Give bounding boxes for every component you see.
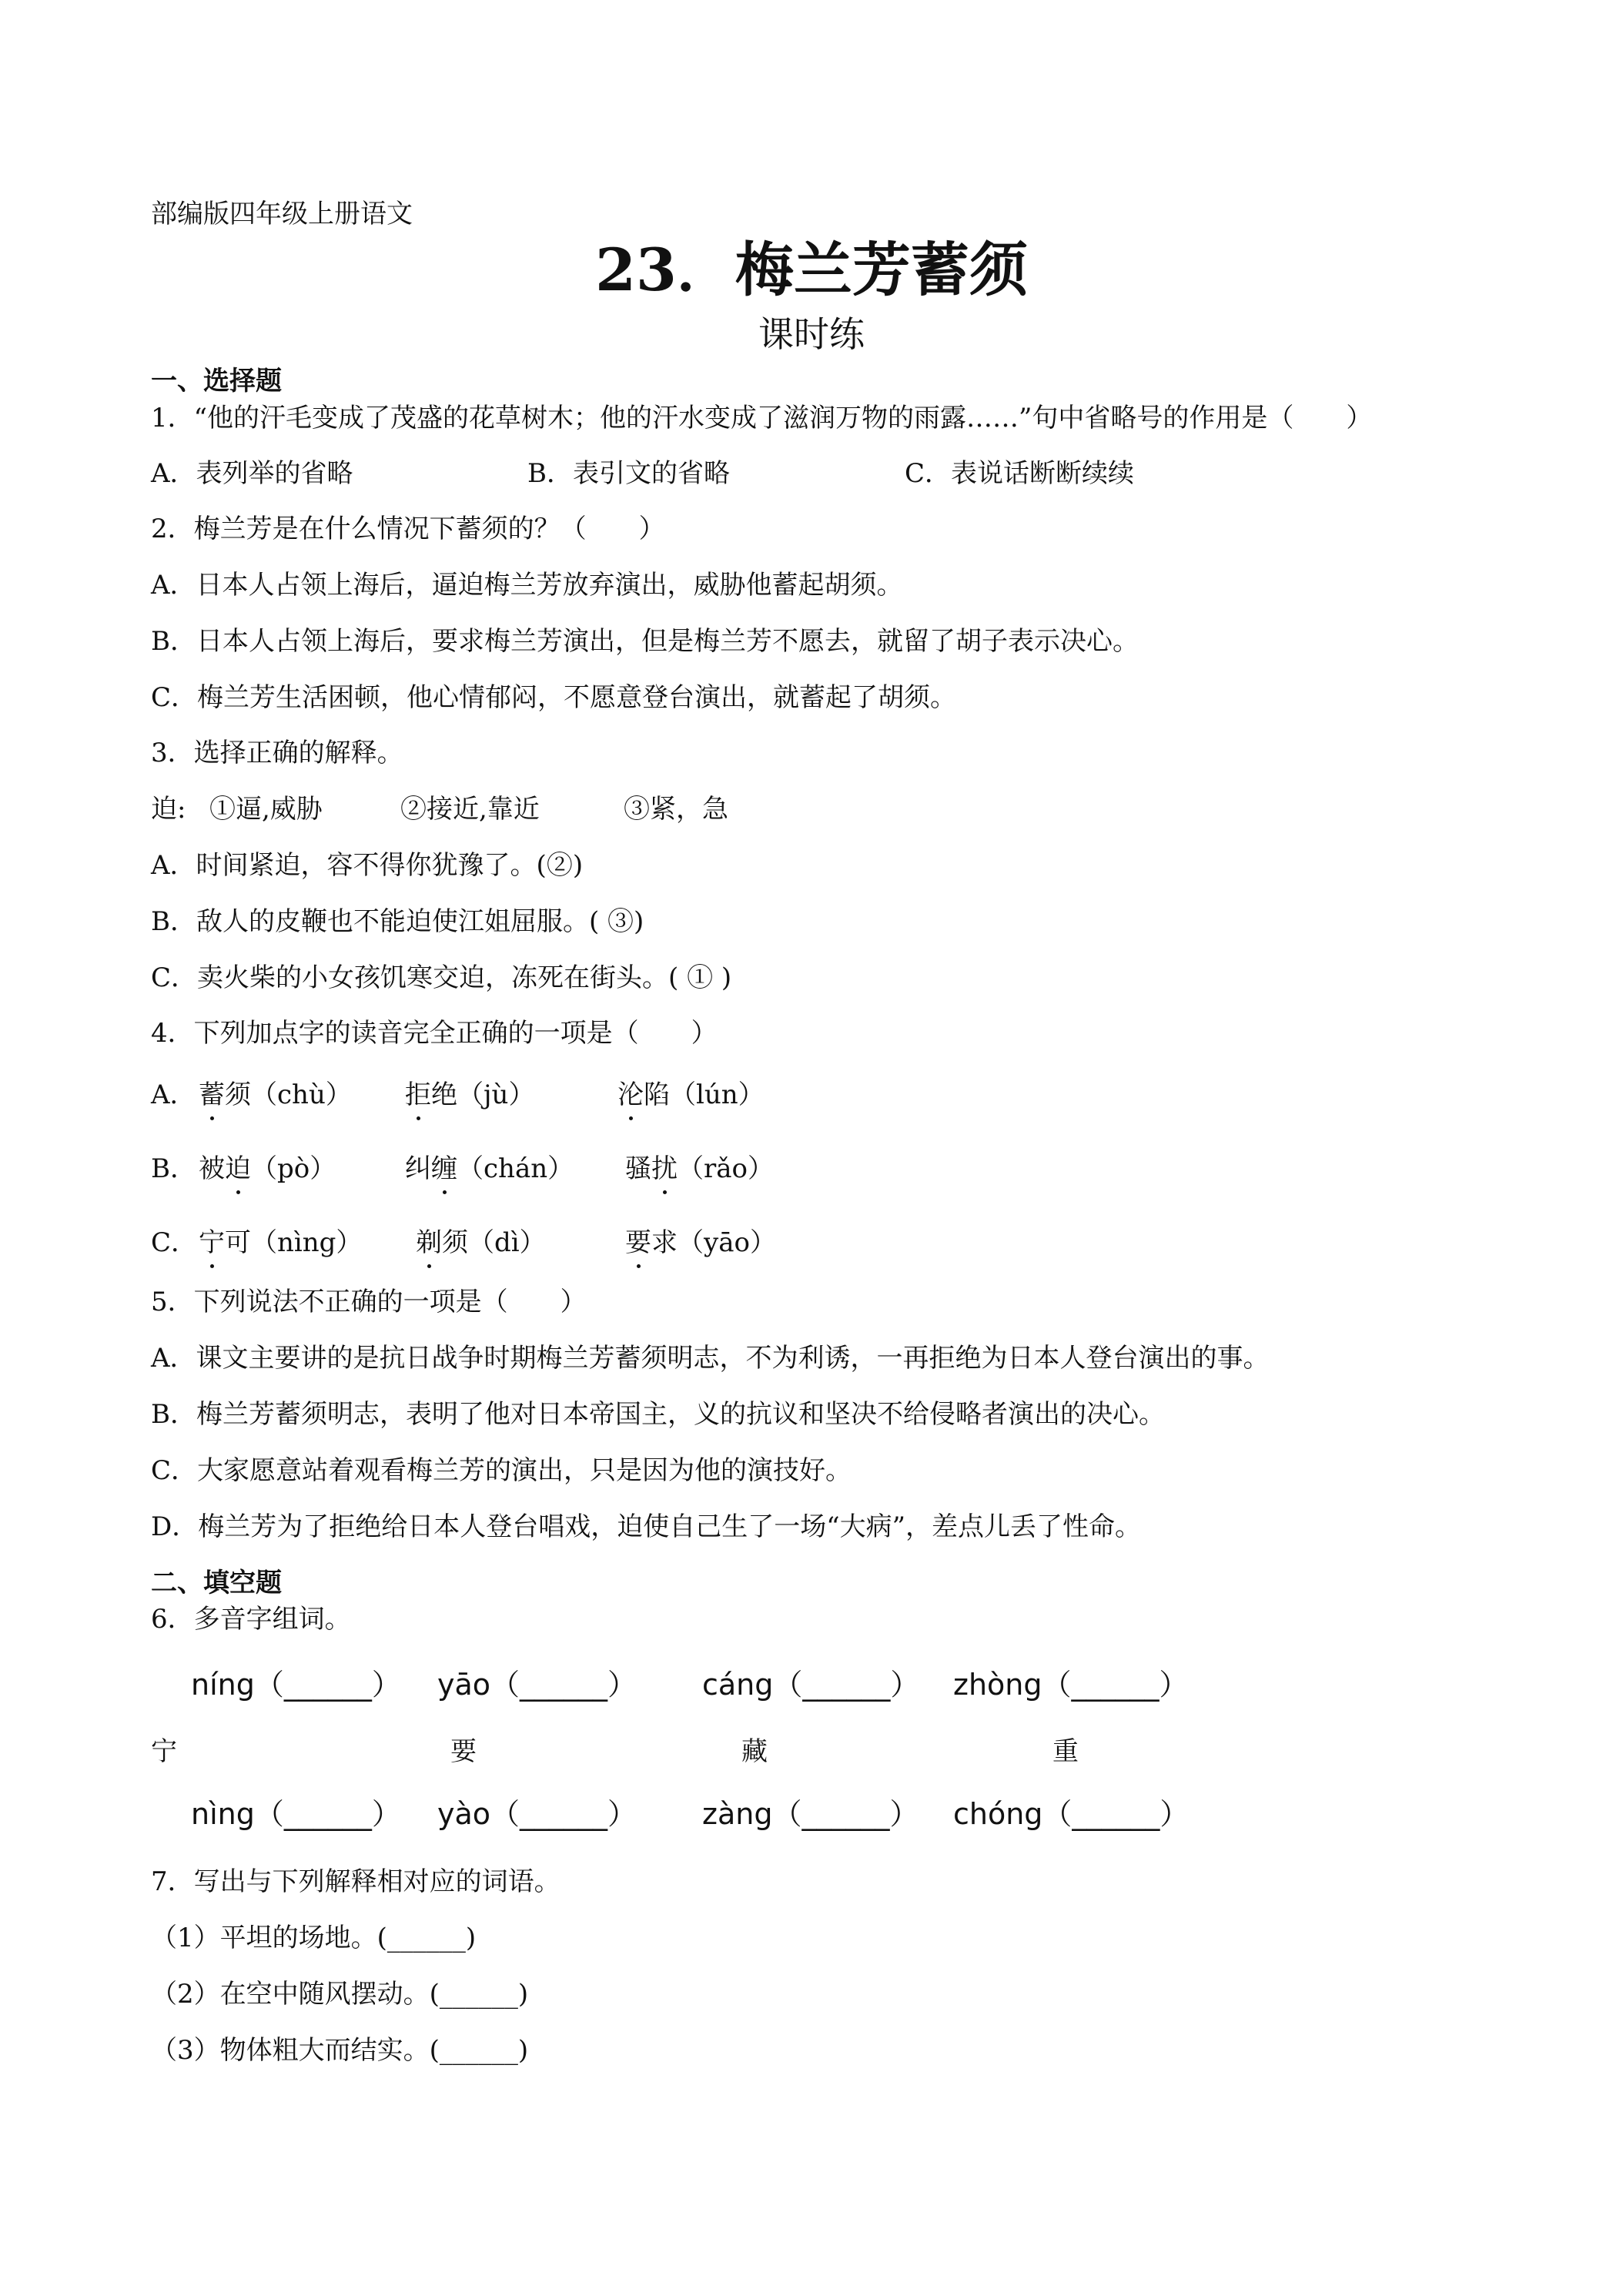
question-4-option-b-label: B． [151,1153,196,1184]
pinyin-blank: cáng（______） [702,1668,920,1702]
polyphone-char: 重 [1052,1736,1079,1767]
question-4-option-b-item-1: 被迫（pò） [199,1153,336,1184]
section-heading-fill: 二、填空题 [151,1568,282,1598]
question-4-option-c-item-1: 宁可（nìng） [199,1227,363,1258]
section-heading-choice: 一、选择题 [151,366,282,397]
question-5-stem: 5．下列说法不正确的一项是（ ） [151,1287,587,1317]
pinyin-blank: zhòng（______） [953,1668,1189,1702]
question-5-option-c: C．大家愿意站着观看梅兰芳的演出，只是因为他的演技好。 [151,1455,852,1486]
pinyin-blank: yāo（______） [437,1668,637,1702]
question-5-option-b: B．梅兰芳蓄须明志，表明了他对日本帝国主，义的抗议和坚决不给侵略者演出的决心。 [151,1399,1165,1430]
question-4-option-a-item-2: 拒绝（jù） [405,1079,535,1110]
emphasis-dot [427,1264,431,1268]
question-3-option-c: C．卖火柴的小女孩饥寒交迫，冻死在街头。( ① ) [151,962,732,993]
emphasis-dot [417,1116,420,1120]
question-4-option-c-item-3: 要求（yāo） [625,1227,776,1258]
question-4-option-b-item-3: 骚扰（rǎo） [625,1153,774,1184]
question-1-option-a: A．表列举的省略 [151,458,353,489]
pinyin-blank: zàng（______） [702,1797,919,1831]
question-1-option-c: C．表说话断断续续 [905,458,1135,489]
question-4-option-a-item-1: 蓄须（chù） [199,1079,352,1110]
polyphone-char: 宁 [151,1736,177,1767]
question-4-option-b-item-2: 纠缠（chán） [405,1153,574,1184]
pinyin-blank: níng（______） [191,1668,401,1702]
question-7-item-2: （2）在空中随风摆动。(______) [151,1979,529,2010]
question-4-stem: 4．下列加点字的读音完全正确的一项是（ ） [151,1018,718,1049]
question-7-stem: 7．写出与下列解释相对应的词语。 [151,1866,561,1897]
grade-label: 部编版四年级上册语文 [151,199,413,229]
question-5-option-a: A．课文主要讲的是抗日战争时期梅兰芳蓄须明志，不为利诱，一再拒绝为日本人登台演出的事。 [151,1343,1270,1374]
emphasis-dot [663,1190,667,1194]
page-title: 23．梅兰芳蓄须 [595,236,1028,304]
question-4-option-c-item-2: 剃须（dì） [416,1227,546,1258]
question-3-option-a: A．时间紧迫，容不得你犹豫了。(②) [151,850,584,881]
question-2-stem: 2．梅兰芳是在什么情况下蓄须的？（ ） [151,514,665,544]
question-1-stem: 1．“他的汗毛变成了茂盛的花草树木；他的汗水变成了滋润万物的雨露……”句中省略号的作用是（ ） [151,403,1373,433]
pinyin-blank: yào（______） [437,1797,637,1831]
question-4-option-a-item-3: 沦陷（lún） [617,1079,765,1110]
question-4-option-a-label: A． [151,1079,196,1110]
emphasis-dot [210,1264,214,1268]
question-3-def-1: ①逼,威胁 [209,794,323,825]
page-subtitle: 课时练 [758,313,865,355]
emphasis-dot [637,1264,641,1268]
question-2-option-a: A．日本人占领上海后，逼迫梅兰芳放弃演出，威胁他蓄起胡须。 [151,570,903,601]
emphasis-dot [629,1116,633,1120]
question-3-def-2: ②接近,靠近 [400,794,540,825]
question-3-def-3: ③紧，急 [624,794,728,825]
question-5-option-d: D．梅兰芳为了拒绝给日本人登台唱戏，迫使自己生了一场“大病”，差点儿丢了性命。 [151,1511,1142,1542]
polyphone-char: 藏 [741,1736,768,1767]
question-7-item-1: （1）平坦的场地。(______) [151,1923,477,1953]
question-7-item-3: （3）物体粗大而结实。(______) [151,2035,529,2066]
question-3-def-label: 迫: [151,794,186,825]
question-4-option-c-label: C． [151,1227,198,1258]
pinyin-blank: nìng（______） [191,1797,401,1831]
question-2-option-b: B．日本人占领上海后，要求梅兰芳演出，但是梅兰芳不愿去，就留了胡子表示决心。 [151,626,1139,657]
question-6-stem: 6．多音字组词。 [151,1604,351,1635]
pinyin-blank: chóng（______） [953,1797,1190,1831]
emphasis-dot [210,1116,214,1120]
question-3-stem: 3．选择正确的解释。 [151,738,403,768]
question-3-option-b: B．敌人的皮鞭也不能迫使江姐屈服。( ③) [151,906,644,937]
question-2-option-c: C．梅兰芳生活困顿，他心情郁闷，不愿意登台演出，就蓄起了胡须。 [151,682,957,713]
question-1-option-b: B．表引文的省略 [527,458,730,489]
emphasis-dot [443,1190,447,1194]
polyphone-char: 要 [450,1736,477,1767]
emphasis-dot [236,1190,240,1194]
